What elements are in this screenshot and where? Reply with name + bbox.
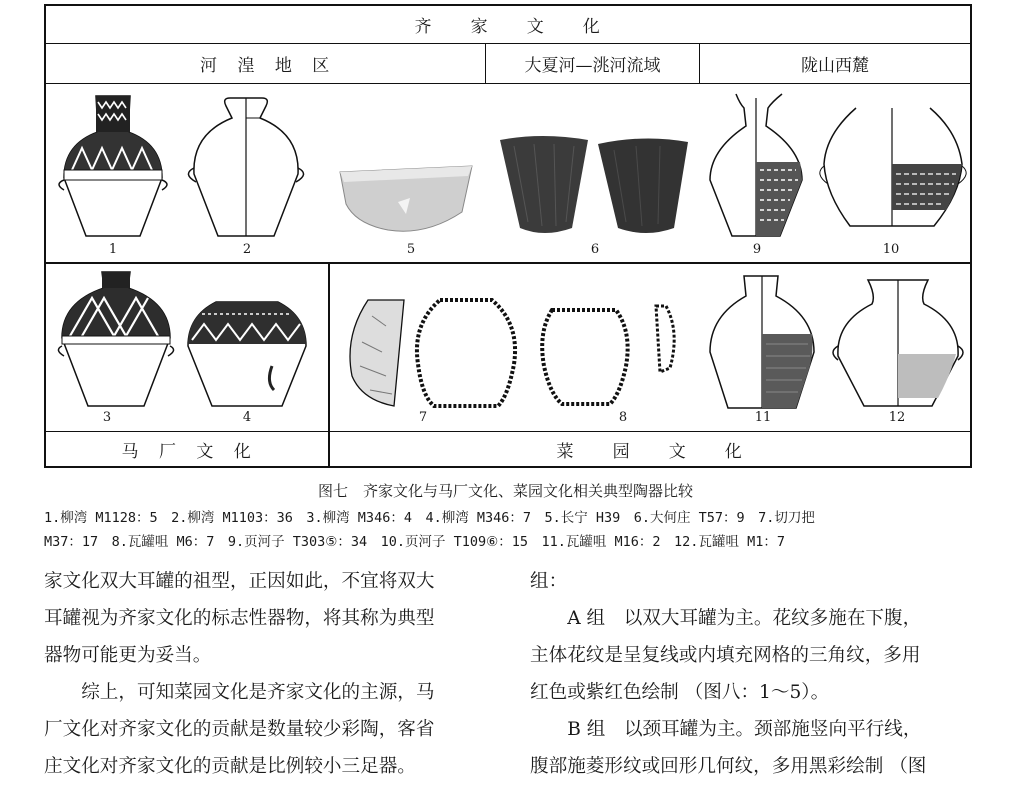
vessel-number-8: 8 [618,410,628,425]
vessel-4-drawing [182,296,312,410]
figure-legend-line-2: M37：17 8.瓦罐咀 M6：7 9.页河子 T303⑤：34 10.页河子 T109⑥：15 11.瓦罐咀 M16：2 12.瓦罐咀 M1：7 [44,534,785,550]
region-longshan: 陇山西麓 [700,44,970,84]
vessel-number-4: 4 [242,410,252,425]
vessel-number-11: 11 [754,410,772,425]
body-right-line-2: A 组 以双大耳罐为主。花纹多施在下腹， [567,608,922,629]
region-hehuang: 河 湟 地 区 [46,44,486,84]
body-right-line-1: 组： [530,571,568,592]
body-left-line-1: 家文化双大耳罐的祖型，正因如此，不宜将双大 [44,571,435,592]
vessel-5-photo [336,162,476,238]
vessel-3-drawing [56,270,176,410]
figure-title: 齐 家 文 化 [46,6,970,44]
body-left-column [44,563,494,785]
body-left-line-2: 耳罐视为齐家文化的标志性器物，将其称为典型 [44,608,435,629]
label-caiyuan: 菜 园 文 化 [556,441,744,462]
vessel-number-1: 1 [108,242,118,257]
body-left-line-4: 综上，可知菜园文化是齐家文化的主源，马 [81,682,435,703]
vessel-7-drawing [342,296,532,412]
vessel-number-7: 7 [418,410,428,425]
body-right-line-5: B 组 以颈耳罐为主。颈部施竖向平行线， [567,719,922,740]
vessel-10-drawing [816,104,966,236]
vessel-6-photo [494,132,694,238]
figure-caption: 图七 齐家文化与马厂文化、菜园文化相关典型陶器比较 [317,482,693,500]
vessel-8-drawing [530,302,700,410]
vessel-number-6: 6 [590,242,600,257]
label-machang: 马 厂 文 化 [46,432,330,466]
vessel-1-drawing [58,92,168,240]
body-right-line-6: 腹部施菱形纹或回形几何纹，多用黑彩绘制 （图 [530,756,927,777]
vessel-12-drawing [828,276,968,410]
body-left-line-3: 器物可能更为妥当。 [44,645,212,666]
body-right-line-4: 红色或紫红色绘制 （图八：1～5）。 [530,682,830,703]
body-left-line-6: 庄文化对齐家文化的贡献是比例较小三足器。 [44,756,416,777]
vessel-number-3: 3 [102,410,112,425]
body-right-line-3: 主体花纹是呈复线或内填充网格的三角纹，多用 [530,645,921,666]
body-left-line-5: 厂文化对齐家文化的贡献是数量较少彩陶，客省 [44,719,435,740]
vessel-number-2: 2 [242,242,252,257]
vessel-9-drawing [706,90,806,240]
vessel-number-10: 10 [882,242,900,257]
region-daxia-taohe: 大夏河—洮河流域 [486,44,700,84]
vessel-number-5: 5 [406,242,416,257]
vessel-11-drawing [702,272,822,412]
vessel-2-drawing [186,94,306,240]
figure-legend-line-1: 1.柳湾 M1128：5 2.柳湾 M1103：36 3.柳湾 M346：4 4.柳湾 M346：7 5.长宁 H39 6.大何庄 T57：9 7.切刀把 [44,510,815,526]
comparison-figure [44,4,972,468]
body-right-column [530,563,980,785]
vessel-number-9: 9 [752,242,762,257]
vessel-number-12: 12 [888,410,906,425]
